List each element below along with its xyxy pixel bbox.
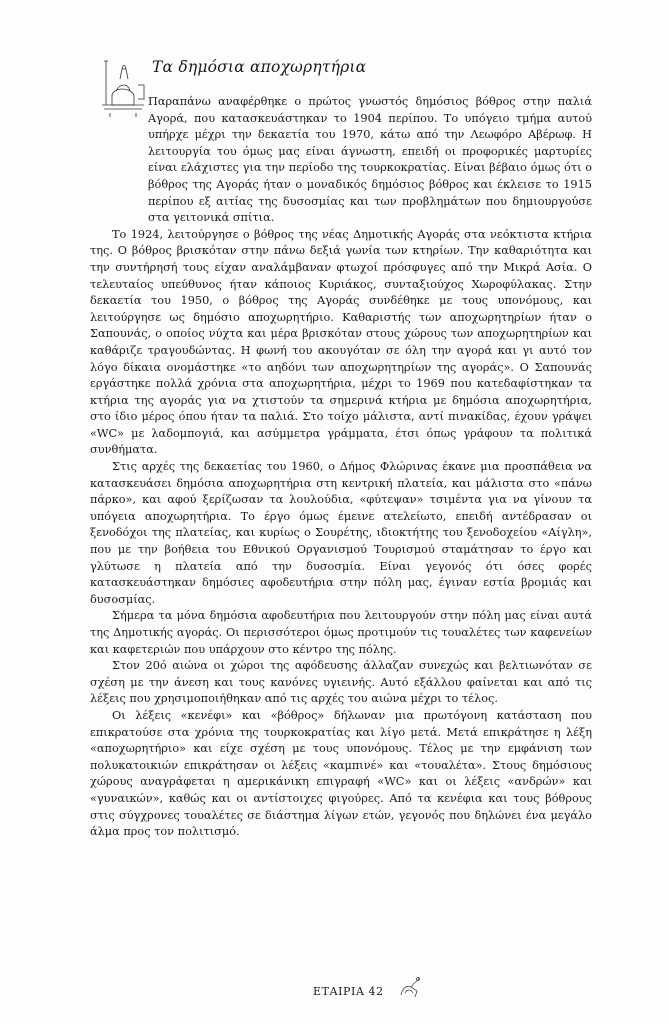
footer-ornament-icon: [397, 975, 423, 999]
paragraph: Οι λέξεις «κενέφι» και «βόθρος» δήλωναν μια πρωτόγονη κατάσταση που επικρατούσε στα χρόνια της τουρκοκρατίας και λίγο μετά. Μετά επικράτησε η λέξη «αποχωρητήριο» και είχε σχέση με τους υπονόμους. Τέλος με την εμφάνιση των πολυκατοικιών επικράτησαν οι λέξεις «καμπινέ» και «τουαλέτα». Στους δημόσιους χώρους αναγράφεται η αμερικάνικη επιγραφή «WC» και οι λέξεις «ανδρών» και «γυναικών», καθώς και οι αντίστοιχες φιγούρες. Από τα κενέφια και τους βόθρους στις σύγχρονες τουαλέτες σε διάστημα λίγων ετών, γεγονός που δηλώνει ένα μεγάλο άλμα προς τον πολιτισμό.: [90, 708, 592, 839]
paragraph: Σήμερα τα μόνα δημόσια αφοδευτήρια που λειτουργούν στην πόλη μας είναι αυτά της Δημοτικής αγοράς. Οι περισσότεροι όμως προτιμούν τις τουαλέτες των καφενείων και καφετεριών που υπάρχουν στο κέντρο της πόλης.: [90, 609, 592, 656]
footer-label: ΕΤΑΙΡΙΑ: [313, 985, 365, 998]
page-footer: [313, 985, 384, 998]
paragraph: Στον 20ό αιώνα οι χώροι της αφόδευσης άλλαζαν συνεχώς και βελτιωνόταν σε σχέση με την άνεση και τους κανόνες υγιεινής. Αυτό εξάλλου φαίνεται και από τις λέξεις που χρησιμοποιήθηκαν από τις αρχές του αιώνα μέχρι το τέλος.: [90, 659, 592, 706]
body-text: [90, 94, 592, 841]
page-number: 42: [368, 985, 384, 998]
paragraph: Παραπάνω αναφέρθηκε ο πρώτος γνωστός δημόσιος βόθρος στην παλιά Αγορά, που κατασκευάστηκαν το 1904 περίπου. Το υπόγειο τμήμα αυτού υπήρχε μέχρι την δεκαετία του 1970, κάτω από την Λεωφόρο Αβέρωφ. Η λειτουργία του όμως μας είναι άγνωστη, επειδή οι προφορικές μαρτυρίες είναι ελάχιστες για την περίοδο της τουρκοκρατίας. Είναι βέβαιο όμως ότι ο βόθρος της Αγοράς ήταν ο μοναδικός δημόσιος βόθρος και έκλεισε το 1915 περίπου εξ αιτίας της δυσοσμίας και των προβλημάτων που δημιουργούσε στα γειτονικά σπίτια.: [148, 95, 592, 225]
section-title: Τα δημόσια αποχωρητήρια: [152, 58, 367, 76]
paragraph: Το 1924, λειτούργησε ο βόθρος της νέας Δημοτικής Αγοράς στα νεόκτιστα κτήρια της. Ο βόθρος βρισκόταν στην πάνω δεξιά γωνία των κτηρίων. Την καθαριότητα και την συντήρησή τους είχαν αναλάμβαναν φτωχοί πρόσφυγες από την Μικρά Ασία. Ο τελευταίος υπεύθυνος ήταν κάποιος Κυριάκος, συνταξιούχος Χωροφύλακας. Στην δεκαετία του 1950, ο βόθρος της Αγοράς συνδέθηκε με τους υπονόμους, και λειτούργησε ως δημόσιο αποχωρητήριο. Καθαριστής των αποχωρητηρίων ήταν ο Σαπουνάς, ο οποίος νύχτα και μέρα βρισκόταν στους χώρους των αποχωρητηρίων και καθάριζε τραγουδώντας. Η φωνή του ακουγόταν σε όλη την αγορά και γι αυτό τον λόγο δίκαια ονομάστηκε «το αηδόνι των αποχωρητηρίων της αγοράς». Ο Σαπουνάς εργάστηκε πολλά χρόνια στα αποχωρητήρια, μέχρι το 1969 που κατεδαφίστηκαν τα κτήρια της αγοράς για να χτιστούν τα σημερινά κτήρια με δημόσια αποχωρητήρια, στο ίδιο μέρος όπου ήταν τα παλιά. Στο τοίχο μάλιστα, αντί πινακίδας, έχουν γράψει «WC» με λαδομπογιά, και ασύμμετρα γράμματα, έτσι όπως γράφουν τα πολιτικά συνθήματα.: [90, 227, 592, 457]
paragraph: Στις αρχές της δεκαετίας του 1960, ο Δήμος Φλώρινας έκανε μια προσπάθεια να κατασκευάσει δημόσια αποχωρητήρια στη κεντρική πλατεία, και μάλιστα στο «πάνω πάρκο», και αφού ξερίζωσαν τα λουλούδια, «φύτεψαν» τσιμέντα για να γίνουν τα υπόγεια αποχωρητήρια. Το έργο όμως έμεινε ατελείωτο, επειδή αντέδρασαν οι ξενοδόχοι της πλατείας, και κυρίως ο Σουρέτης, ιδιοκτήτης του ξενοδοχείου «Αίγλη», που με την βοήθεια του Εθνικού Οργανισμού Τουρισμού σταμάτησαν το έργο και γλύτωσε η πλατεία από την δυσοσμία. Είναι γεγονός ότι όσες φορές κατασκευάστηκαν δημόσιες αφοδευτήρια στην πόλη μας, έγιναν εστία βρομιάς και δυσοσμίας.: [90, 460, 592, 606]
